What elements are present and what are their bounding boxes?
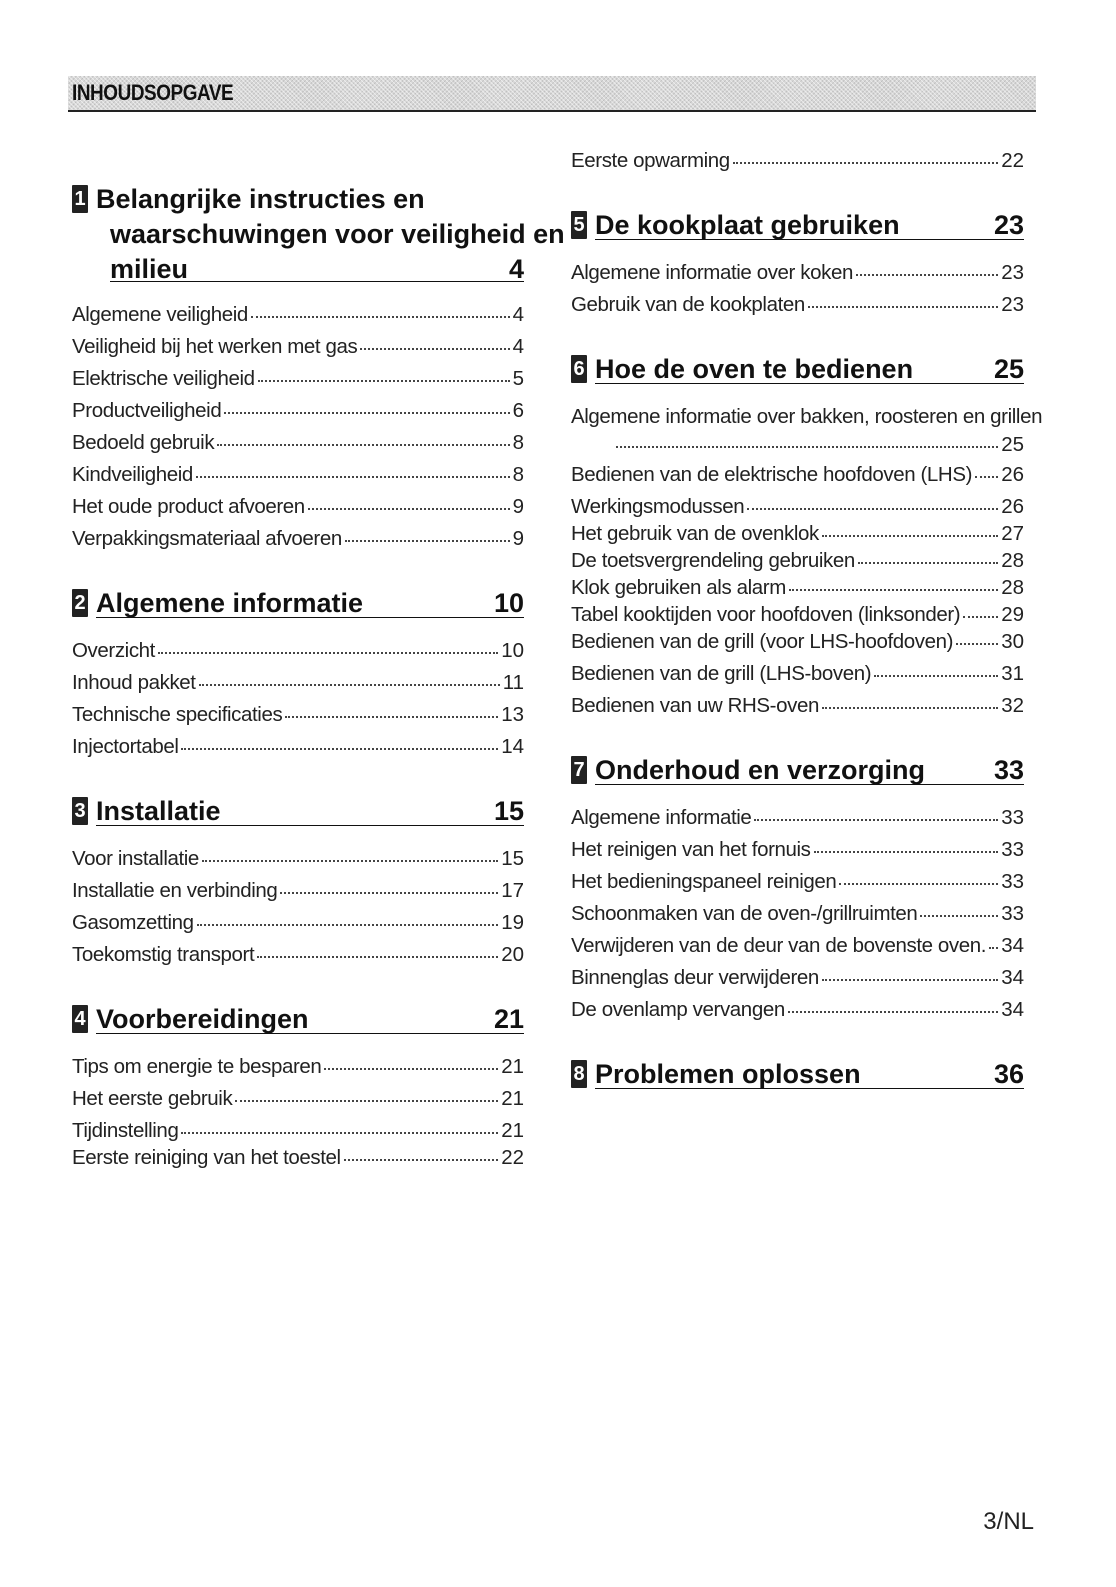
toc-entry[interactable]: Werkingsmodussen 26 — [571, 494, 1024, 520]
toc-entry[interactable]: Het eerste gebruik 21 — [72, 1086, 524, 1112]
toc-entry[interactable]: Kindveiligheid 8 — [72, 462, 524, 488]
leader-dots — [956, 627, 998, 645]
toc-entry[interactable]: Bedienen van de grill (LHS-boven) 31 — [571, 661, 1024, 687]
toc-entry[interactable]: Elektrische veiligheid 5 — [72, 366, 524, 392]
leader-dots — [181, 732, 498, 750]
section-6-heading[interactable] — [571, 352, 1024, 386]
section-5-page: 23 — [993, 210, 1024, 240]
toc-title: INHOUDSOPGAVE — [72, 80, 234, 105]
leader-dots — [308, 492, 510, 510]
section-7-underline — [595, 784, 1024, 785]
leader-dots — [920, 899, 998, 917]
section-1-heading[interactable] — [72, 182, 565, 284]
toc-entry[interactable]: Technische specificaties 13 — [72, 702, 524, 728]
section-8-underline — [595, 1088, 1024, 1089]
section-number-badge: 6 — [571, 355, 587, 383]
toc-entry[interactable]: Verpakkingsmateriaal afvoeren 9 — [72, 526, 524, 552]
leader-dots — [733, 146, 998, 164]
leader-dots — [251, 300, 510, 318]
section-1-title-line2: waarschuwingen voor veiligheid en — [110, 219, 565, 249]
section-number-badge: 7 — [571, 756, 587, 784]
leader-dots — [874, 659, 998, 677]
leader-dots — [158, 636, 498, 654]
section-3-heading[interactable] — [72, 794, 524, 828]
section-2-title: Algemene informatie — [96, 588, 364, 618]
leader-dots — [858, 546, 998, 564]
leader-dots — [197, 908, 499, 926]
section-6-underline — [595, 383, 1024, 384]
toc-entry[interactable]: Bedienen van de grill (voor LHS-hoofdoven) 30 — [571, 629, 1024, 655]
toc-entry[interactable]: Bedoeld gebruik 8 — [72, 430, 524, 456]
section-number-badge: 3 — [72, 797, 88, 825]
section-2-underline — [96, 617, 524, 618]
section-6-page: 25 — [993, 354, 1024, 384]
leader-dots — [199, 668, 500, 686]
toc-entry[interactable]: Het bedieningspaneel reinigen 33 — [571, 869, 1024, 895]
leader-dots — [856, 258, 998, 276]
leader-dots — [285, 700, 498, 718]
toc-entry[interactable]: Binnenglas deur verwijderen 34 — [571, 965, 1024, 991]
toc-entry[interactable]: Algemene informatie 33 — [571, 805, 1024, 831]
section-4-heading[interactable] — [72, 1002, 524, 1036]
section-4-underline — [96, 1033, 524, 1034]
toc-entry[interactable]: Productveiligheid 6 — [72, 398, 524, 424]
leader-dots — [839, 867, 998, 885]
leader-dots — [202, 844, 498, 862]
toc-entry[interactable]: Injectortabel 14 — [72, 734, 524, 760]
toc-entry[interactable]: Bedienen van de elektrische hoofdoven (LHS) 26 — [571, 462, 1024, 488]
toc-entry[interactable]: Klok gebruiken als alarm 28 — [571, 575, 1024, 601]
section-7-page: 33 — [993, 755, 1024, 785]
section-number-badge: 1 — [72, 185, 88, 213]
leader-dots — [235, 1084, 498, 1102]
toc-entry-wrapped[interactable]: Algemene informatie over bakken, roosteren en grillen 25 — [571, 405, 1043, 456]
leader-dots — [747, 492, 998, 510]
section-7-heading[interactable] — [571, 753, 1024, 787]
section-1-title-line3: milieu — [110, 254, 189, 284]
section-number-badge: 4 — [72, 1005, 88, 1033]
section-5-title: De kookplaat gebruiken — [595, 210, 900, 240]
leader-dots — [789, 573, 998, 591]
section-8-page: 36 — [993, 1059, 1024, 1089]
section-8-heading[interactable] — [571, 1057, 1024, 1091]
toc-entry[interactable]: Het reinigen van het fornuis 33 — [571, 837, 1024, 863]
toc-entry[interactable]: Het oude product afvoeren 9 — [72, 494, 524, 520]
toc-entry[interactable]: Inhoud pakket 11 — [72, 670, 524, 696]
section-number-badge: 5 — [571, 211, 587, 239]
section-6-title: Hoe de oven te bedienen — [595, 354, 914, 384]
leader-dots — [963, 600, 998, 618]
page-number: 3/NL — [983, 1508, 1034, 1535]
section-3-title: Installatie — [96, 796, 221, 826]
leader-dots — [217, 428, 509, 446]
toc-entry[interactable]: Algemene veiligheid 4 — [72, 302, 524, 328]
toc-banner — [68, 76, 1036, 112]
toc-entry[interactable]: Installatie en verbinding 17 — [72, 878, 524, 904]
section-5-underline — [595, 239, 1024, 240]
leader-dots — [822, 691, 998, 709]
section-number-badge: 8 — [571, 1060, 587, 1088]
toc-entry[interactable]: Eerste opwarming 22 — [571, 148, 1024, 174]
section-1-underline — [110, 281, 524, 282]
section-3-page: 15 — [493, 796, 524, 826]
toc-entry[interactable]: Veiligheid bij het werken met gas 4 — [72, 334, 524, 360]
leader-dots — [360, 332, 509, 350]
toc-entry[interactable]: Voor installatie 15 — [72, 846, 524, 872]
section-4-page: 21 — [493, 1004, 524, 1034]
section-4-title: Voorbereidingen — [96, 1004, 309, 1034]
section-8-title: Problemen oplossen — [595, 1059, 861, 1089]
toc-entry[interactable]: Het gebruik van de ovenklok 27 — [571, 521, 1024, 547]
toc-entry[interactable]: Gasomzetting 19 — [72, 910, 524, 936]
leader-dots — [224, 396, 509, 414]
toc-entry[interactable]: Tijdinstelling 21 — [72, 1118, 524, 1144]
toc-entry[interactable]: Tabel kooktijden voor hoofdoven (linksonder) 29 — [571, 602, 1024, 628]
section-number-badge: 2 — [72, 589, 88, 617]
toc-entry[interactable]: Bedienen van uw RHS-oven 32 — [571, 693, 1024, 719]
section-7-title: Onderhoud en verzorging — [595, 755, 926, 785]
toc-entry[interactable]: Gebruik van de kookplaten 23 — [571, 292, 1024, 318]
leader-dots — [196, 460, 510, 478]
section-1-title-line1: Belangrijke instructies en — [96, 184, 425, 214]
leader-dots — [345, 524, 510, 542]
toc-entry[interactable]: Algemene informatie over koken 23 — [571, 260, 1024, 286]
toc-entry[interactable]: Overzicht 10 — [72, 638, 524, 664]
leader-dots — [822, 963, 998, 981]
section-2-heading[interactable] — [72, 586, 524, 620]
leader-dots — [822, 519, 998, 537]
toc-entry[interactable]: Verwijderen van de deur van de bovenste oven. 34 — [571, 933, 1024, 959]
toc-entry[interactable]: De ovenlamp vervangen 34 — [571, 997, 1024, 1023]
leader-dots — [258, 364, 510, 382]
leader-dots — [788, 995, 998, 1013]
leader-dots — [975, 460, 998, 478]
leader-dots — [616, 430, 998, 448]
toc-entry[interactable]: De toetsvergrendeling gebruiken 28 — [571, 548, 1024, 574]
toc-entry[interactable]: Tips om energie te besparen 21 — [72, 1054, 524, 1080]
toc-entry[interactable]: Schoonmaken van de oven-/grillruimten 33 — [571, 901, 1024, 927]
leader-dots — [257, 940, 498, 958]
section-3-underline — [96, 825, 524, 826]
section-1-page: 4 — [508, 254, 524, 284]
leader-dots — [181, 1116, 498, 1134]
section-5-heading[interactable] — [571, 208, 1024, 242]
leader-dots — [989, 931, 998, 949]
leader-dots — [324, 1052, 498, 1070]
toc-entry[interactable]: Eerste reiniging van het toestel 22 — [72, 1145, 524, 1171]
leader-dots — [280, 876, 498, 894]
leader-dots — [814, 835, 999, 853]
toc-entry[interactable]: Toekomstig transport 20 — [72, 942, 524, 968]
section-2-page: 10 — [493, 588, 524, 618]
leader-dots — [344, 1143, 499, 1161]
leader-dots — [754, 803, 998, 821]
leader-dots — [808, 290, 998, 308]
